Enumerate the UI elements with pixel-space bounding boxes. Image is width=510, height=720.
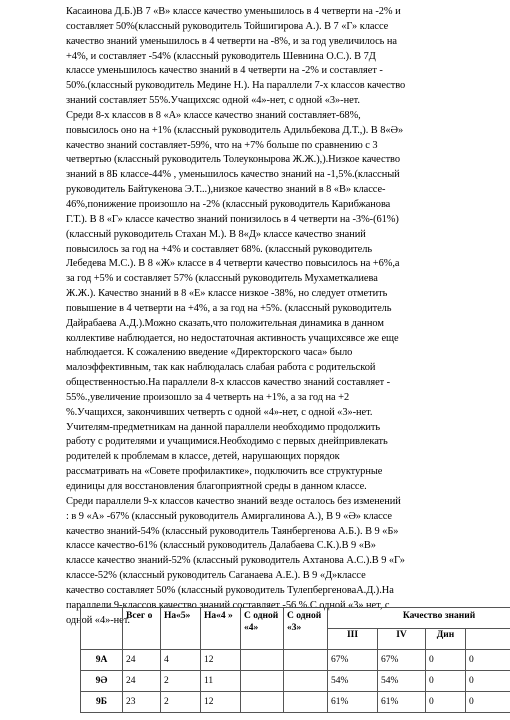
cell-on5: 4 xyxy=(161,650,201,671)
text-line: родителей к проблемам в классе, детей, нарушающих порядок xyxy=(66,451,340,463)
cell-total: 23 xyxy=(123,692,161,713)
cell-on4: 12 xyxy=(201,692,241,713)
header-quality-iii: III xyxy=(328,629,378,650)
text-line: Среди параллели 9-х классов качество знаний везде осталось без изменений xyxy=(66,495,401,507)
header-total: Всег о xyxy=(123,608,161,650)
text-line: качество составляет 50% (классный руководитель ТулепбергеноваА.Д.).На xyxy=(66,584,394,596)
cell-total: 24 xyxy=(123,650,161,671)
cell-one4 xyxy=(241,650,284,671)
cell-one4 xyxy=(241,671,284,692)
header-quality: Качество знаний xyxy=(328,608,510,629)
cell-iv: 61% xyxy=(378,692,426,713)
cell-one3 xyxy=(284,692,328,713)
text-line: знаний составляет 55%.Учащихсяс одной «4»-нет, с одной «3»-нет. xyxy=(66,95,360,107)
text-line: классе уменьшилось качество знаний в 4 четверти на -2% и составляет - xyxy=(66,65,383,77)
text-line: : в 9 «А» -67% (классный руководитель Амиргалинова А.), В 9 «Ә» классе xyxy=(66,510,392,522)
header-on4: На«4 » xyxy=(201,608,241,650)
text-line: Ж.Ж.). Качество знаний в 8 «Е» классе низкое -38%, но следует отметить xyxy=(66,288,388,300)
cell-iv: 67% xyxy=(378,650,426,671)
header-one4: С одной «4» xyxy=(241,608,284,650)
text-line: единицы для восстановления благоприятной среды в данном классе. xyxy=(66,481,367,492)
cell-class: 9Ә xyxy=(81,671,123,692)
text-line: знаний в 8Б классе-44% , уменьшилось качество знаний на -1,5%.(классный xyxy=(66,169,400,181)
cell-iii: 67% xyxy=(328,650,378,671)
text-line: одной «4»-нет. xyxy=(66,614,130,626)
table-row xyxy=(81,650,510,671)
text-line: 55%.,увеличение произошло за 4 четверть на +1%, а за год на +2 xyxy=(66,391,350,403)
text-line: +4%, и составляет -54% (классный руководитель Шевнина О.С.). В 7Д xyxy=(66,50,376,62)
cell-on5: 2 xyxy=(161,671,201,692)
table-row xyxy=(81,671,510,692)
text-line: Лебедева М.С.). В 8 «Ж» классе в 4 четверти качество повысилось на +6%,а xyxy=(66,258,400,270)
cell-class: 9Б xyxy=(81,692,123,713)
text-line: малоэффективным, так как наблюдалась слабая работа с родительской xyxy=(66,362,376,374)
text-line: (классный руководитель Стахан М.). В 8«Д» классе качество знаний xyxy=(66,228,366,240)
cell-class: 9А xyxy=(81,650,123,671)
cell-extra: 0 xyxy=(466,671,510,692)
header-class xyxy=(81,608,123,650)
table-row xyxy=(81,692,510,713)
cell-extra: 0 xyxy=(466,692,510,713)
text-line: Касаинова Д.Б.)В 7 «В» классе качество уменьшилось в 4 четверти на -2% и xyxy=(66,6,401,17)
cell-iii: 54% xyxy=(328,671,378,692)
text-line: 46%,понижение произошло на -2% (классный руководитель Карибжанова xyxy=(66,198,391,210)
text-line: работу с родителями и учащимися.Необходимо с первых днейпривлекать xyxy=(66,436,388,448)
cell-iii: 61% xyxy=(328,692,378,713)
text-line: 50%.(классный руководитель Медине Н.). На параллели 7-х классов качество xyxy=(66,80,406,92)
text-line: %.Учащихся, закончивших четверть с одной «4»-нет, с одной «3»-нет. xyxy=(66,406,373,418)
text-line: общественностью.На параллели 8-х классов качество знаний составляет - xyxy=(66,377,391,389)
text-line: Учителям-предметникам на данной параллели необходимо продолжить xyxy=(66,421,381,433)
text-line: наблюдается. К сожалению введение «Директорского часа» было xyxy=(66,347,353,359)
text-line: классе качество знаний-52% (классный руководитель Ахтанова А.С.).В 9 «Г» xyxy=(66,555,405,567)
text-line: повышение в 4 четверти на +4%, а за год на +5%. (классный руководитель xyxy=(66,302,392,314)
grades-table xyxy=(80,607,510,713)
text-line: Среди 8-х классов в 8 «А» классе качество знаний составляет-68%, xyxy=(66,109,361,121)
text-line: рассматривать на «Совете профилактике», подключить все структурные xyxy=(66,466,383,478)
cell-din: 0 xyxy=(426,650,466,671)
text-line: параллели 9-классов качество знаний составляет -56 %.С одной «3» нет, с xyxy=(66,599,390,611)
text-line: классе качество-61% (классный руководитель Далабаева С.К.).В 9 «В» xyxy=(66,540,376,552)
cell-din: 0 xyxy=(426,671,466,692)
report-text xyxy=(66,5,458,628)
text-line: повысилось оно на +1% (классный руководитель Адильбекова Д.Т.,). В 8«Ә» xyxy=(66,124,404,136)
cell-on4: 12 xyxy=(201,650,241,671)
text-line: составляет 50%(классный руководитель Тойшигирова А.). В 7 «Г» классе xyxy=(66,20,389,32)
cell-on4: 11 xyxy=(201,671,241,692)
header-one3: С одной «3» xyxy=(284,608,328,650)
text-line: повысилось за год на +4% и составляет 68%. (классный руководитель xyxy=(66,243,373,255)
header-on5: На«5» xyxy=(161,608,201,650)
grades-table-container xyxy=(80,607,510,720)
text-line: четвертью (классный руководитель Толеуконырова Ж.Ж.),).Низкое качество xyxy=(66,154,400,166)
text-line: Г.Т.). В 8 «Г» классе качество знаний понизилось в 4 четверти на -3%-(61%) xyxy=(66,213,399,225)
text-line: классе-52% (классный руководитель Саганаева А.Е.). В 9 «Д»классе xyxy=(66,570,366,582)
cell-total: 24 xyxy=(123,671,161,692)
text-line: качество знаний составляет-59%, что на +7% больше по сравнению с 3 xyxy=(66,139,378,151)
header-quality-extra xyxy=(466,629,510,650)
cell-one3 xyxy=(284,671,328,692)
text-line: за год +5% и составляет 57% (классный руководитель Мухаметкалиева xyxy=(66,273,378,285)
text-line: качество знаний уменьшилось в 4 четверти на -8%, и за год увеличилось на xyxy=(66,35,397,47)
header-quality-iv: IV xyxy=(378,629,426,650)
text-line: руководитель Байтукенова Э.Т...),низкое качество знаний в 8 «В» классе- xyxy=(66,184,386,196)
header-quality-din: Дин xyxy=(426,629,466,650)
cell-on5: 2 xyxy=(161,692,201,713)
cell-extra: 0 xyxy=(466,650,510,671)
cell-one3 xyxy=(284,650,328,671)
text-line: Дайрабаева А.Д.).Можно сказать,что положительная динамика в данном xyxy=(66,317,384,329)
cell-iv: 54% xyxy=(378,671,426,692)
text-line: коллективе наблюдается, но недостаточная активность учащихсявсе же еще xyxy=(66,332,399,344)
cell-one4 xyxy=(241,692,284,713)
cell-din: 0 xyxy=(426,692,466,713)
text-line: качество знаний-54% (классный руководитель Таянбергенова А.Б.). В 9 «Б» xyxy=(66,525,399,537)
